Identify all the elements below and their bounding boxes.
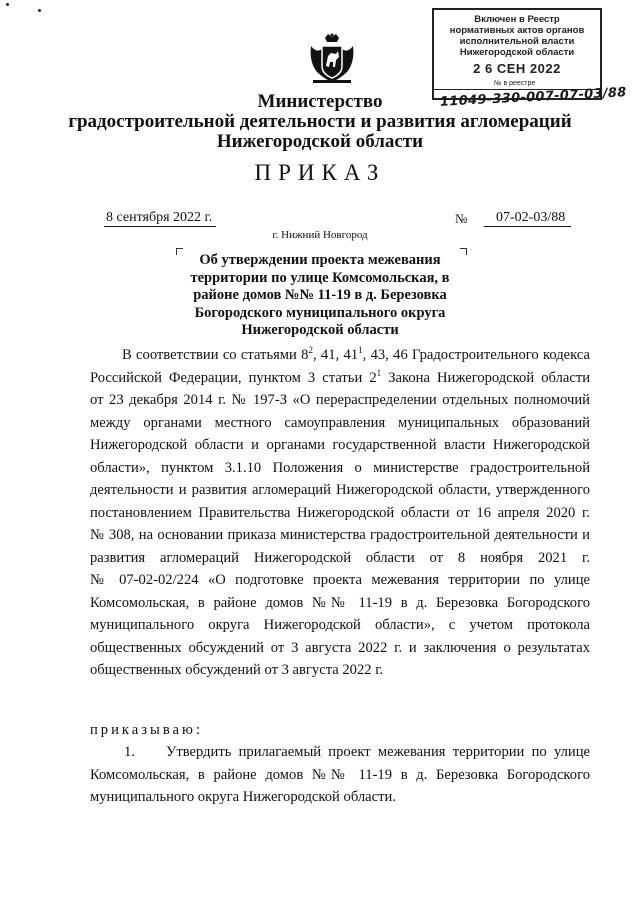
paragraph-line: муниципального округа Нижегородской области. xyxy=(90,789,396,805)
stamp-registry-label: № в реестре xyxy=(494,80,536,87)
document-date xyxy=(106,210,212,226)
paragraph-line: Комсомольская, в районе домов №№ 11-19 в д. Березовка Богородского xyxy=(90,594,590,611)
preamble-paragraph xyxy=(90,344,590,682)
ministry-name-line1: Министерство xyxy=(257,91,383,112)
paragraph-line: № 07-02-02/224 «О подготовке проекта межевания территории по улице xyxy=(90,572,590,588)
paragraph-line: постановлением Правительства Нижегородской области от 16 апреля 2020 г. xyxy=(90,504,590,521)
stamp-line: Нижегородской области xyxy=(459,47,575,58)
paragraph-line: Утвердить прилагаемый проект межевания территории по улице xyxy=(166,744,590,760)
subject-line: территории по улице Комсомольская, в xyxy=(190,269,450,286)
subject-line: Нижегородской области xyxy=(241,322,399,338)
subject-corner-left xyxy=(176,248,183,255)
document-city: г. Нижний Новгород xyxy=(272,229,368,241)
paragraph-line: деятельности и развития агломераций Нижегородской области, утвержденного xyxy=(90,482,590,498)
stamp-line: исполнительной власти xyxy=(459,36,575,47)
stamp-line: нормативных актов органов xyxy=(449,25,585,36)
number-sign: № xyxy=(455,211,468,226)
registry-stamp xyxy=(432,8,602,100)
document-number xyxy=(496,210,565,226)
paragraph-line: общественных обсуждений от 3 августа 2022 г. и заключения о результатах xyxy=(90,639,590,656)
ministry-name-line3: Нижегородской области xyxy=(216,131,424,152)
paragraph-line: общественных обсуждений от 3 августа 2022 г. xyxy=(90,662,384,678)
subject-line: районе домов №№ 11-19 в д. Березовка xyxy=(193,287,447,303)
orders-word: приказываю: xyxy=(90,722,203,738)
item-number: 1. xyxy=(124,744,135,760)
paragraph-line: муниципального округа Нижегородской области», с учетом протокола xyxy=(90,617,590,633)
subject-line: Богородского муниципального округа xyxy=(194,304,446,321)
paragraph-line: Российской Федерации, пунктом 3 статьи $2^1$ Закона Нижегородской области xyxy=(90,367,591,386)
paragraph-line: Нижегородской области и органами государственной власти Нижегородской xyxy=(90,437,590,453)
document-number-text: 07-02-03/88 xyxy=(496,210,566,225)
paragraph-line: развития агломераций Нижегородской области от 8 ноября 2021 г. xyxy=(90,549,590,566)
number-underline xyxy=(484,226,571,227)
paragraph-line: № 308, на основании приказа министерства градостроительной деятельности и xyxy=(90,527,590,543)
order-item-1 xyxy=(90,741,590,809)
paragraph-line: В соответствии со статьями $8^2$, 41, $41^1$, 43, 46 Градостроительного кодекса xyxy=(122,345,590,363)
stamp-date: 2 6 СЕН 2022 xyxy=(473,61,561,76)
paragraph-line: области», пунктом 3.1.10 Положения о министерстве градостроительной xyxy=(90,459,590,476)
coat-of-arms-icon xyxy=(307,32,357,88)
paragraph-line: от 23 декабря 2014 г. № 197-З «О перераспределении отдельных полномочий xyxy=(90,392,590,408)
stamp-line: Включен в Реестр xyxy=(474,14,560,25)
document-date-text: 8 сентября 2022 г. xyxy=(106,210,213,225)
handwritten-registry-number: 11049-330-007-07-03/88 xyxy=(439,85,627,110)
paragraph-line: Комсомольская, в районе домов №№ 11-19 в д. Березовка Богородского xyxy=(90,766,590,783)
subject-line: Об утверждении проекта межевания xyxy=(199,252,441,268)
date-underline xyxy=(104,226,216,227)
document-type-title: ПРИКАЗ xyxy=(254,160,386,185)
scan-speck xyxy=(38,9,41,12)
document-subject xyxy=(190,252,450,340)
subject-corner-right xyxy=(460,248,467,255)
scan-speck xyxy=(6,3,9,6)
ministry-name-line2: градостроительной деятельности и развития агломераций xyxy=(68,111,572,132)
paragraph-line: между органами местного самоуправления муниципальных образований xyxy=(90,414,590,431)
